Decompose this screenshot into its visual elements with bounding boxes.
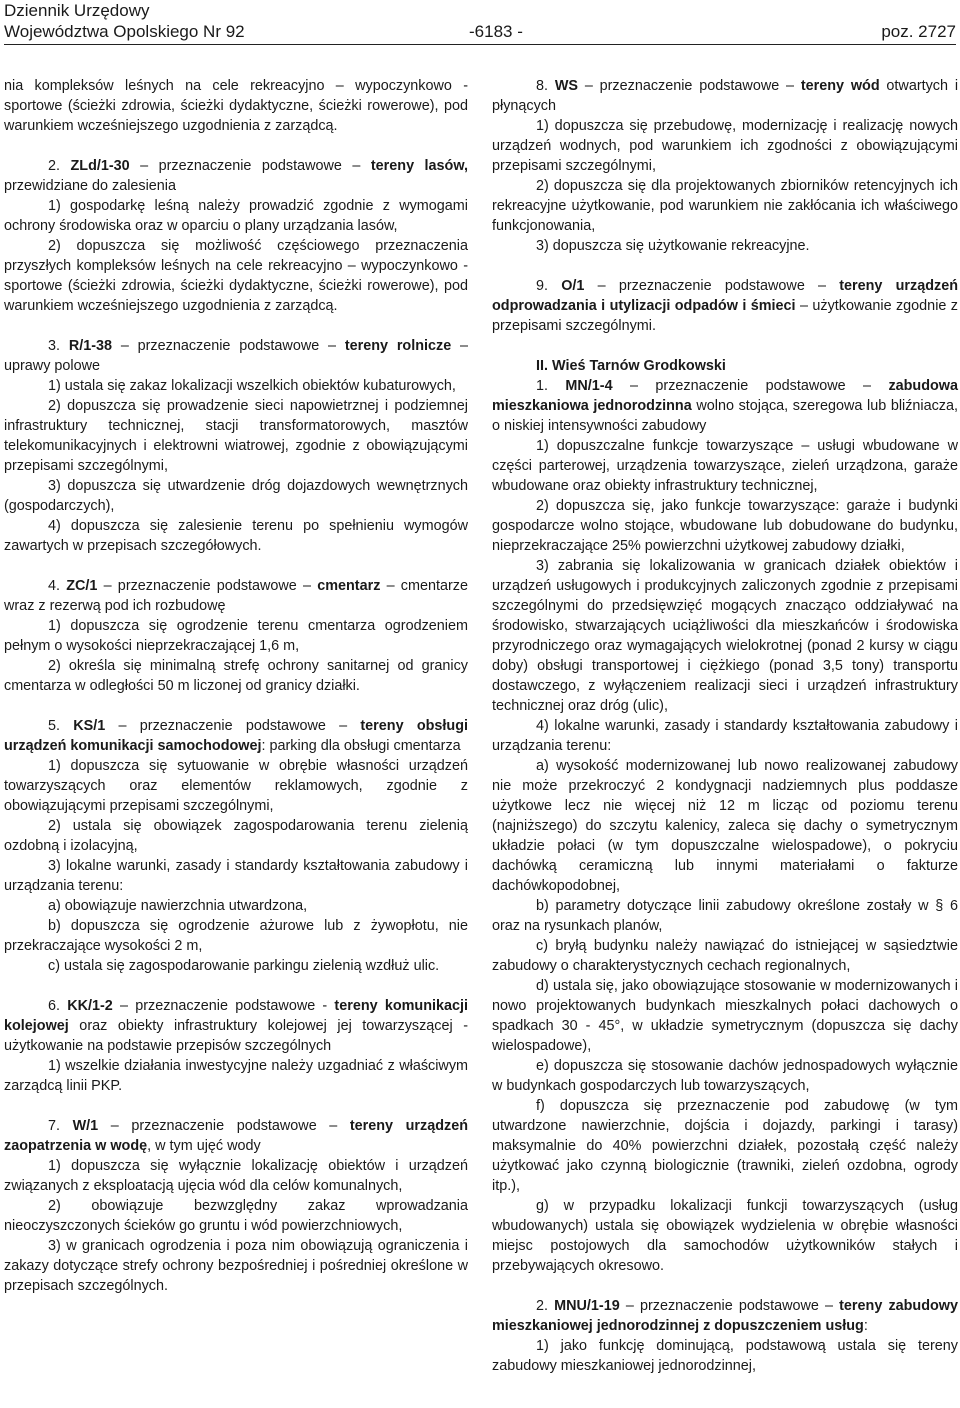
section-3-item: 4) dopuszcza się zalesienie terenu po spełnieniu wymogów zawartych w przepisach szczegółowych. xyxy=(4,518,468,554)
subsection-1-subitem: f) dopuszcza się przeznaczenie pod zabudowę (w tym utwardzone nawierzchnie, dojścia i dojazdy, parkingi i tarasy) maksymalnie do 40% powierzchni działek, pozostałą część należy użytkować jako czynną biologicznie (trawniki, zieleń ozdobna, ogrody itp.), xyxy=(492,1098,958,1194)
subsection-1-subitem: g) w przypadku lokalizacji funkcji towarzyszących (usług wbudowanych) ustala się obowiązek wydzielenia w obrębie własności miejsc postojowych dla samochodów użytkowników stałych i przebywających okresowo. xyxy=(492,1198,958,1274)
subsection-1-subitem: b) parametry dotyczące linii zabudowy określone zostały w § 6 oraz na rysunkach planów, xyxy=(492,898,958,934)
position-number: poz. 2727 xyxy=(881,22,956,41)
paragraph-continuation: nia kompleksów leśnych na cele rekreacyjno – wypoczynkowo - sportowe (ścieżki zdrowia, ścieżki dydaktyczne, ścieżki rowerowe), pod warunkiem wcześniejszego uzgodnienia z zarządcą. xyxy=(4,78,468,134)
section-5-subitem: b) dopuszcza się ogrodzenie ażurowe lub z żywopłotu, nie przekraczające wysokości 2 m, xyxy=(4,918,468,954)
section-3-heading: 3. R/1-38 – przeznaczenie podstawowe – tereny rolnicze – uprawy polowe xyxy=(4,338,469,374)
subsection-1-subitem: d) ustala się, jako obowiązujące stosowanie w modernizowanych i nowo projektowanych budynkach mieszkalnych połaci dachowych o spadkach 30 - 45°, w układzie symetrycznym (dopuszcza się dachy wielospadowe), xyxy=(492,978,958,1054)
subsection-2-heading: 2. MNU/1-19 – przeznaczenie podstawowe – tereny zabudowy mieszkaniowej jednorodzinnej z dopuszczeniem usług: xyxy=(492,1298,958,1334)
section-3-item: 2) dopuszcza się prowadzenie sieci napowietrznej i podziemnej infrastruktury technicznej, stacji transformatorowych, masztów telekomunikacyjnych i elektrowni wiatrowej, zgodnie z obowiązującymi przepisami szczególnymi, xyxy=(4,398,468,474)
section-5-item: 1) dopuszcza się sytuowanie w obrębie własności urządzeń towarzyszących oraz elementów reklamowych, zgodnie z obowiązującymi przepisami szczególnymi, xyxy=(4,758,468,814)
journal-title: Dziennik Urzędowy xyxy=(4,1,150,20)
section-3-item: 3) dopuszcza się utwardzenie dróg dojazdowych wewnętrznych (gospodarczych), xyxy=(4,478,468,514)
subsection-2-item: 1) jako funkcję dominującą, podstawową ustala się tereny zabudowy mieszkaniowej jednorodzinnej, xyxy=(492,1338,958,1374)
section-8-item: 2) dopuszcza się dla projektowanych zbiorników retencyjnych ich rekreacyjne użytkowanie, pod warunkiem nie zakłócania ich właściwego funkcjonowania, xyxy=(492,178,958,234)
section-2-heading: 2. ZLd/1-30 – przeznaczenie podstawowe – tereny lasów, przewidziane do zalesienia xyxy=(4,158,468,194)
left-column xyxy=(4,76,468,1296)
section-5-item: 3) lokalne warunki, zasady i standardy kształtowania zabudowy i urządzania terenu: xyxy=(4,858,468,894)
right-column xyxy=(492,76,958,1376)
section-7-item: 2) obowiązuje bezwzględny zakaz wprowadzania nieoczyszczonych ścieków go gruntu i wód powierzchniowych, xyxy=(4,1198,468,1234)
subsection-1-item: 2) dopuszcza się, jako funkcje towarzyszące: garaże i budynki gospodarcze wolno stojące, wbudowane lub dobudowane do budynku, nieprzekraczające 25% powierzchni użytkowej zabudowy działki, xyxy=(492,498,958,554)
section-6-heading: 6. KK/1-2 – przeznaczenie podstawowe - tereny komunikacji kolejowej oraz obiekty infrastruktury kolejowej jej towarzyszącej - użytkowanie na podstawie przepisów szczególnych xyxy=(4,998,468,1054)
page-header xyxy=(4,0,956,46)
subsection-1-subitem: c) bryłą budynku należy nawiązać do istniejącej w sąsiedztwie zabudowy o charakterystycznych cechach regionalnych, xyxy=(492,938,958,974)
section-6-item: 1) wszelkie działania inwestycyjne należy uzgadniać z właściwym zarządcą linii PKP. xyxy=(4,1058,468,1094)
subsection-1-subitem: a) wysokość modernizowanej lub nowo realizowanej zabudowy nie może przekroczyć 2 kondygnacji nadziemnych plus poddasze użytkowe lecz nie więcej niż 12 m licząc od poziomu terenu (najniższego) do szczytu kalenicy, zaleca się dachy o symetrycznym układzie połaci (w tym dopuszczalne wielospadowe), o pokryciu dachówką ceramiczną lub innymi materiałami o fakturze dachówkopodobnej, xyxy=(492,758,958,894)
section-8-item: 1) dopuszcza się przebudowę, modernizację i realizację nowych urządzeń wodnych, pod warunkiem ich zgodności z obowiązującymi przepisami szczególnymi, xyxy=(492,118,958,174)
section-4-item: 1) dopuszcza się ogrodzenie terenu cmentarza ogrodzeniem pełnym o wysokości nieprzekraczającej 1,6 m, xyxy=(4,618,468,654)
section-4-item: 2) określa się minimalną strefę ochrony sanitarnej od granicy cmentarza w odległości 50 m liczonej od granicy działki. xyxy=(4,658,468,694)
section-7-item: 3) w granicach ogrodzenia i poza nim obowiązują ograniczenia i zakazy dotyczące strefy ochrony bezpośredniej i pośredniej określone w przepisach szczególnych. xyxy=(4,1238,468,1294)
section-7-item: 1) dopuszcza się wyłącznie lokalizację obiektów i urządzeń związanych z eksploatacją ujęcia wód dla celów komunalnych, xyxy=(4,1158,468,1194)
section-8-heading: 8. WS – przeznaczenie podstawowe – tereny wód otwartych i płynących xyxy=(492,78,959,114)
section-4-heading: 4. ZC/1 – przeznaczenie podstawowe – cmentarz – cmentarze wraz z rezerwą pod ich rozbudowę xyxy=(4,578,468,614)
subsection-1-item: 3) zabrania się lokalizowania w granicach działek obiektów i urządzeń usługowych i produkcyjnych zaliczonych zgodnie z przepisami szczególnymi do przedsięwzięć mogących znacząco oddziaływać na środowisko, stwarzających uciążliwości dla mieszkańców i środowiska przyrodniczego oraz wymagających wielokrotnej (ponad 2 kursy w ciągu doby) obsługi transportowej i ciężkiego (ponad 3,5 tony) transportu dostawczego, z wyłączeniem realizacji sieci i urządzeń infrastruktury technicznej oraz dróg (ulic), xyxy=(492,558,958,714)
subsection-1-heading: 1. MN/1-4 – przeznaczenie podstawowe – zabudowa mieszkaniowa jednorodzinna wolno stojąca, szeregowa lub bliźniacza, o niskiej intensywności zabudowy xyxy=(492,378,959,434)
section-5-item: 2) ustala się obowiązek zagospodarowania terenu zielenią ozdobną i izolacyjną, xyxy=(4,818,468,854)
section-9-heading: 9. O/1 – przeznaczenie podstawowe – tereny urządzeń odprowadzania i utylizacji odpadów i śmieci – użytkowanie zgodnie z przepisami szczególnymi. xyxy=(492,278,958,334)
header-rule xyxy=(4,44,956,45)
subsection-1-item: 1) dopuszczalne funkcje towarzyszące – usługi wbudowane w części parterowej, urządzenia towarzyszące, zieleń urządzona, garaże wbudowane oraz obiekty infrastruktury technicznej, xyxy=(492,438,958,494)
subsection-1-item: 4) lokalne warunki, zasady i standardy kształtowania zabudowy i urządzania terenu: xyxy=(492,718,958,754)
journal-voivodeship: Województwa Opolskiego Nr 92 xyxy=(4,22,245,41)
section-3-item: 1) ustala się zakaz lokalizacji wszelkich obiektów kubaturowych, xyxy=(48,378,456,394)
section-7-heading: 7. W/1 – przeznaczenie podstawowe – tereny urządzeń zaopatrzenia w wodę, w tym ujęć wody xyxy=(4,1118,468,1154)
section-8-item: 3) dopuszcza się użytkowanie rekreacyjne. xyxy=(536,238,810,254)
section-2-item: 2) dopuszcza się możliwość częściowego przeznaczenia przyszłych kompleksów leśnych na cele rekreacyjno – wypoczynkowo - sportowe (ścieżki zdrowia, ścieżki dydaktyczne, ścieżki rowerowe), pod warunkiem wcześniejszego uzgodnienia z zarządcą. xyxy=(4,238,468,314)
page-number: -6183 - xyxy=(469,22,523,41)
section-5-subitem: a) obowiązuje nawierzchnia utwardzona, xyxy=(48,898,308,914)
subsection-1-subitem: e) dopuszcza się stosowanie dachów jednospadowych wyłącznie w budynkach gospodarczych lub towarzyszących, xyxy=(492,1058,958,1094)
section-5-heading: 5. KS/1 – przeznaczenie podstawowe – tereny obsługi urządzeń komunikacji samochodowej: parking dla obsługi cmentarza xyxy=(4,718,469,754)
section-2-item: 1) gospodarkę leśną należy prowadzić zgodnie z wymogami ochrony środowiska oraz w oparciu o plany urządzania lasów, xyxy=(4,198,468,234)
section-5-subitem: c) ustala się zagospodarowanie parkingu zielenią wzdłuż ulic. xyxy=(48,958,440,974)
section-heading: II. Wieś Tarnów Grodkowski xyxy=(536,358,726,374)
